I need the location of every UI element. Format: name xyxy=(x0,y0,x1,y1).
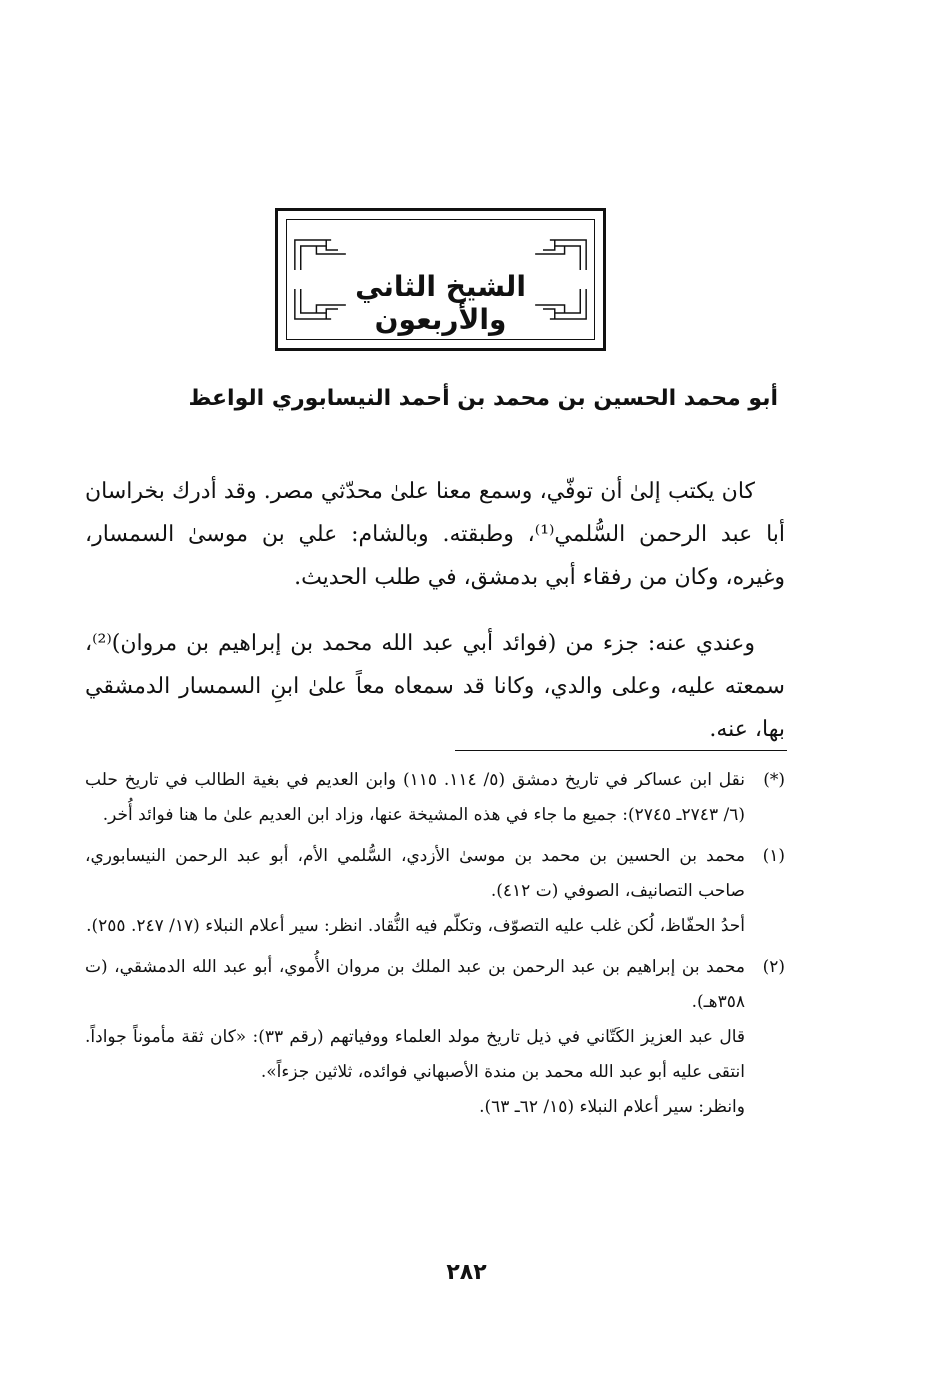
body-paragraph-2: وعندي عنه: جزء من (فوائد أبي عبد الله محمد بن إبراهيم بن مروان)⁽²⁾، سمعته عليه، وعلى والدي، وكانا قد سمعاه معاً علىٰ ابنِ السمسار الدمشقي بها، عنه. xyxy=(85,631,785,742)
footnote-marker: (٢) xyxy=(762,957,785,977)
footnotes xyxy=(85,763,785,1131)
sheikh-name-heading: أبو محمد الحسين بن محمد بن أحمد النيسابوري الواعظ xyxy=(188,386,778,411)
footnote-star xyxy=(85,763,785,833)
footnote-separator xyxy=(455,750,787,751)
footnote-text: نقل ابن عساكر في تاريخ دمشق (٥/ ١١٤. ١١٥) وابن العديم في بغية الطالب في تاريخ حلب (٦/ ٢٧٤٣ـ ٢٧٤٥): جميع ما جاء في هذه المشيخة عنها، وزاد ابن العديم علىٰ ما هنا فوائد أُخر. xyxy=(85,770,745,825)
footnote-text: محمد بن إبراهيم بن عبد الرحمن بن عبد الملك بن مروان الأُموي، أبو عبد الله الدمشقي، (ت ٣٥٨هـ). xyxy=(85,957,745,1012)
footnote-text: قال عبد العزيز الكَتّاني في ذيل تاريخ مولد العلماء ووفياتهم (رقم ٣٣): «كان ثقة مأموناً جواداً. انتقى عليه أبو عبد الله محمد بن مندة الأصبهاني فوائده، ثلاثين جزءاً». xyxy=(85,1027,746,1082)
footnote-text: أحدُ الحفّاظ، لُكن غلب عليه التصوّف، وتكلّم فيه النُّقاد. انظر: سير أعلام النبلاء (١٧/ ٢٤٧. ٢٥٥). xyxy=(86,916,745,936)
title-inner-border xyxy=(286,219,595,340)
ornament-top-icon xyxy=(287,232,594,272)
title-frame xyxy=(275,208,606,351)
footnote-1 xyxy=(85,839,785,944)
body-paragraph-1: كان يكتب إلىٰ أن توفّي، وسمع معنا علىٰ محدّثي مصر. وقد أدرك بخراسان أبا عبد الرحمن السُّلمي⁽¹⁾، وطبقته. وبالشام: علي بن موسىٰ السمسار، وغيره، وكان من رفقاء أبي بدمشق، في طلب الحديث. xyxy=(85,479,786,590)
footnote-marker: (*) xyxy=(763,770,785,790)
footnote-text: وانظر: سير أعلام النبلاء (١٥/ ٦٢ـ ٦٣). xyxy=(479,1097,745,1117)
footnote-marker: (١) xyxy=(762,846,785,866)
ornament-bottom-icon xyxy=(287,287,594,327)
page-number: ٢٨٢ xyxy=(446,1260,487,1285)
chapter-title: الشيخ الثاني والأربعون xyxy=(355,270,526,336)
footnote-text: محمد بن الحسين بن محمد بن موسىٰ الأزدي، السُّلمي الأم، أبو عبد الرحمن النيسابوري، صاحب التصانيف، الصوفي (ت ٤١٢). xyxy=(85,846,745,901)
footnote-2 xyxy=(85,950,785,1125)
